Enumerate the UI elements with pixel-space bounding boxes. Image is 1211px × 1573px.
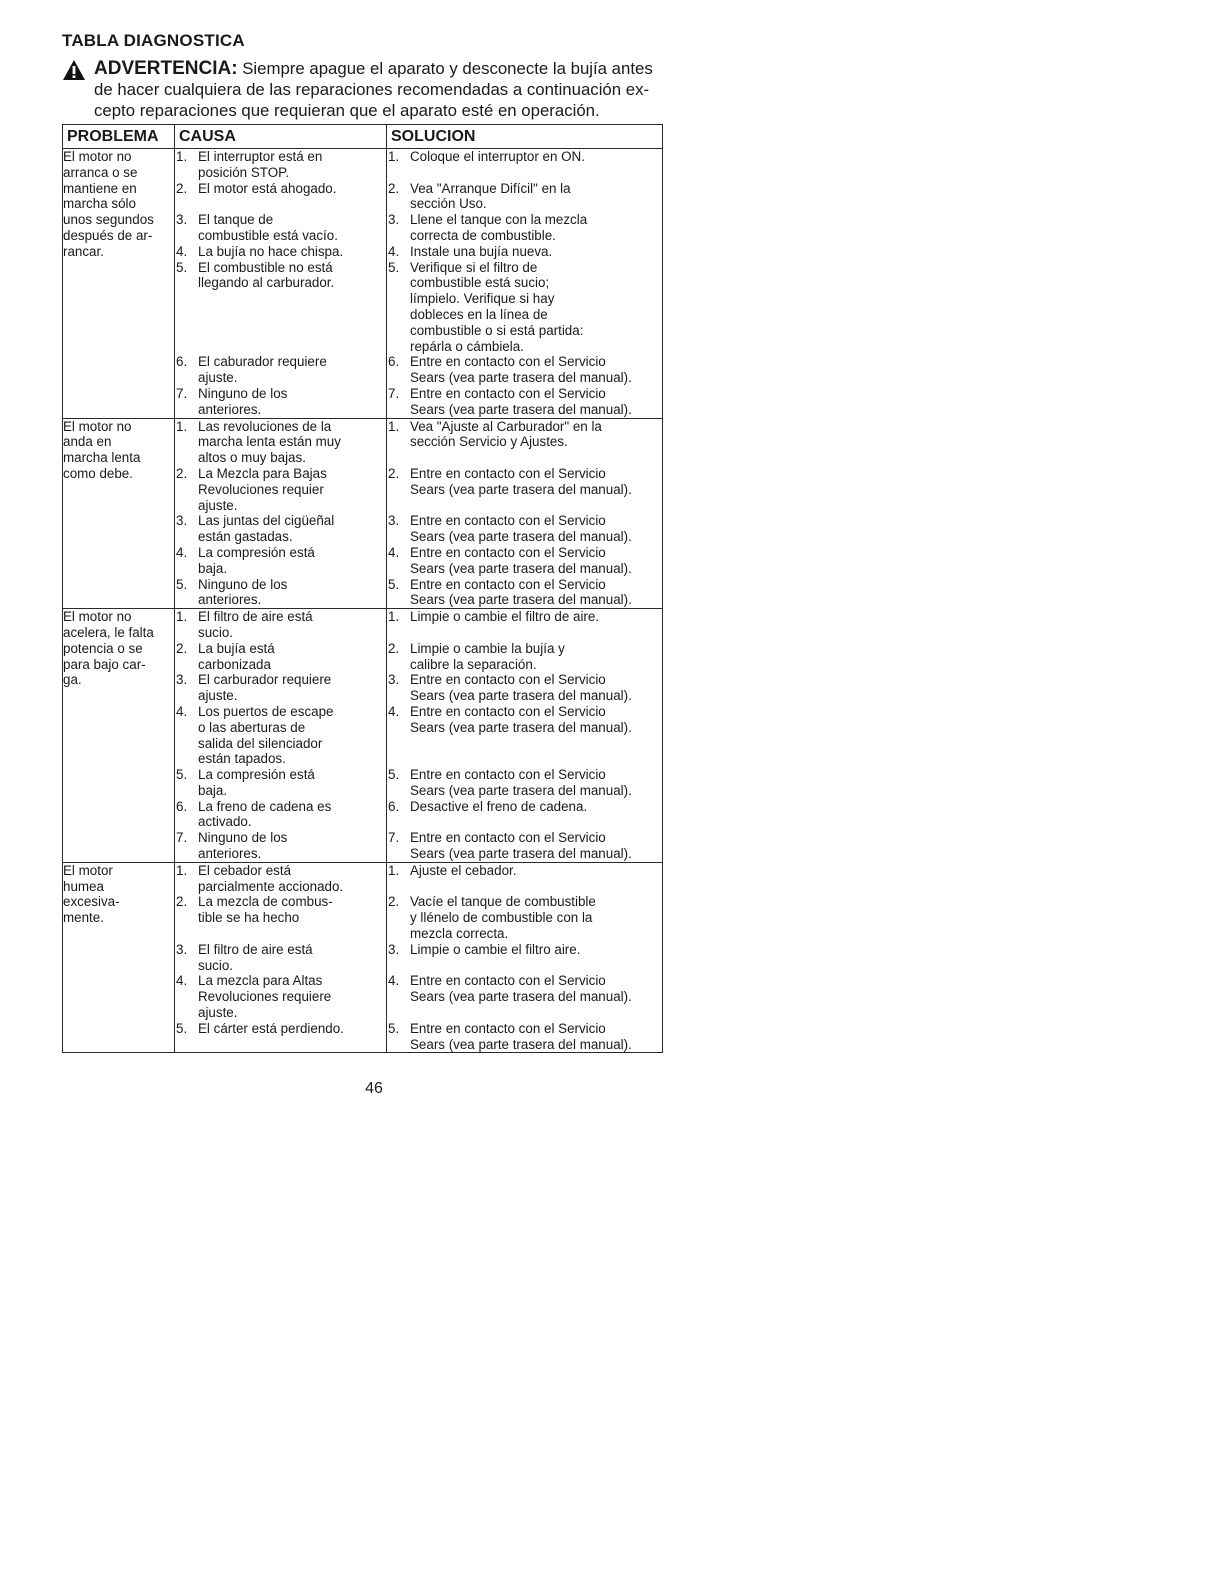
cause-item-text: [198, 942, 386, 974]
solution-item: [387, 830, 662, 862]
solution-item-text: [410, 609, 662, 641]
cause-item-number: 5.: [176, 767, 188, 783]
table-header-row: [63, 125, 663, 149]
cause-item: [175, 830, 386, 862]
solution-line: Vea "Arranque Difícil" en la: [410, 180, 571, 196]
solution-line: Ajuste el cebador.: [410, 862, 517, 878]
solution-line: Desactive el freno de cadena.: [410, 798, 588, 814]
cause-item-number: 2.: [176, 640, 188, 656]
solution-line: y llénelo de combustible con la: [410, 910, 593, 926]
cause-line: Revoluciones requier: [198, 481, 324, 497]
problem-line: anda en: [63, 434, 112, 450]
solution-item-text: [410, 545, 662, 577]
header-solution: SOLUCION: [387, 125, 663, 149]
cause-item-text: [198, 799, 386, 831]
cause-line: están tapados.: [198, 751, 286, 767]
solution-item-number: 3.: [388, 941, 400, 957]
page-title: TABLA DIAGNOSTICA: [62, 31, 245, 50]
cause-line: sucio.: [198, 624, 233, 640]
cause-item: [175, 419, 386, 466]
warning-line-1: Siempre apague el aparato y desconecte la bujía antes: [242, 59, 653, 78]
solution-line: Entre en contacto con el Servicio: [410, 513, 606, 529]
problem-line: acelera, le falta: [63, 624, 154, 640]
solution-line: mezcla correcta.: [410, 926, 509, 942]
problem-line: rancar.: [63, 243, 104, 259]
cause-line: La compresión está: [198, 767, 315, 783]
solution-item-number: 1.: [388, 862, 400, 878]
solution-item-text: [410, 181, 662, 213]
solution-item-text: [410, 830, 662, 862]
solution-line: Sears (vea parte trasera del manual).: [410, 989, 632, 1005]
cause-line: La compresión está: [198, 544, 315, 560]
solution-line: Limpie o cambie el filtro aire.: [410, 941, 581, 957]
problem-line: humea: [63, 878, 104, 894]
solution-item: [387, 260, 662, 355]
cause-item: [175, 466, 386, 513]
solution-item-number: 2.: [388, 465, 400, 481]
cause-item-number: 4.: [176, 703, 188, 719]
solution-item: [387, 181, 662, 213]
solution-item-text: [410, 244, 662, 260]
cause-line: El carburador requiere: [198, 672, 332, 688]
problem-line: mente.: [63, 910, 104, 926]
solution-item: [387, 799, 662, 831]
solution-line: Sears (vea parte trasera del manual).: [410, 1036, 632, 1052]
solution-item: [387, 641, 662, 673]
cause-item-number: 5.: [176, 1020, 188, 1036]
solution-line: Instale una bujía nueva.: [410, 243, 553, 259]
cause-item-text: [198, 641, 386, 673]
cause-item: [175, 973, 386, 1020]
cause-line: tible se ha hecho: [198, 910, 300, 926]
solution-item-number: 5.: [388, 259, 400, 275]
cause-line: salida del silenciador: [198, 735, 323, 751]
cause-item: [175, 212, 386, 244]
cause-line: marcha lenta están muy: [198, 434, 341, 450]
diagnostic-table: [62, 124, 663, 1053]
solution-cell: [387, 862, 663, 1053]
solution-line: Entre en contacto con el Servicio: [410, 465, 606, 481]
solution-line: calibre la separación.: [410, 656, 537, 672]
cause-line: Ninguno de los: [198, 576, 288, 592]
solution-item-text: [410, 894, 662, 941]
cause-line: El caburador requiere: [198, 354, 327, 370]
solution-line: Llene el tanque con la mezcla: [410, 212, 588, 228]
cause-item-number: 3.: [176, 672, 188, 688]
solution-item: [387, 704, 662, 767]
cause-item-text: [198, 1021, 386, 1053]
cause-item-number: 5.: [176, 576, 188, 592]
solution-item-number: 7.: [388, 830, 400, 846]
cause-line: El motor está ahogado.: [198, 180, 337, 196]
solution-item: [387, 577, 662, 609]
solution-line: Sears (vea parte trasera del manual).: [410, 592, 632, 608]
cause-line: El cárter está perdiendo.: [198, 1020, 344, 1036]
table-row: [63, 609, 663, 863]
solution-item-number: 3.: [388, 513, 400, 529]
cause-line: El filtro de aire está: [198, 941, 313, 957]
cause-item-number: 3.: [176, 941, 188, 957]
cause-line: El cebador está: [198, 862, 292, 878]
cause-item-number: 2.: [176, 894, 188, 910]
cause-item-text: [198, 513, 386, 545]
solution-line: Vacíe el tanque de combustible: [410, 894, 596, 910]
solution-line: Limpie o cambie el filtro de aire.: [410, 609, 600, 625]
problem-line: excesiva-: [63, 894, 120, 910]
solution-line: sección Uso.: [410, 196, 487, 212]
solution-item-text: [410, 577, 662, 609]
cause-item: [175, 767, 386, 799]
cause-item-text: [198, 354, 386, 386]
cause-line: posición STOP.: [198, 164, 290, 180]
cause-item: [175, 386, 386, 418]
solution-line: Sears (vea parte trasera del manual).: [410, 782, 632, 798]
warning-label: ADVERTENCIA:: [94, 58, 238, 79]
solution-item-number: 5.: [388, 767, 400, 783]
warning-notice: [62, 58, 662, 121]
problem-line: El motor no: [63, 149, 132, 164]
cause-line: baja.: [198, 560, 228, 576]
solution-item-number: 6.: [388, 798, 400, 814]
cause-item-number: 6.: [176, 354, 188, 370]
cause-item-text: [198, 609, 386, 641]
cause-item-text: [198, 386, 386, 418]
solution-item: [387, 212, 662, 244]
warning-first-line: [62, 58, 662, 79]
header-cause: CAUSA: [175, 125, 387, 149]
solution-item-text: [410, 973, 662, 1020]
solution-item: [387, 767, 662, 799]
cause-line: Ninguno de los: [198, 385, 288, 401]
cause-line: Las juntas del cigüeñal: [198, 513, 335, 529]
problem-line: arranca o se: [63, 164, 138, 180]
problem-line: El motor no: [63, 609, 132, 625]
cause-item-number: 5.: [176, 259, 188, 275]
solution-line: combustible o si está partida:: [410, 322, 584, 338]
solution-item: [387, 863, 662, 895]
cause-line: combustible está vacío.: [198, 227, 338, 243]
solution-line: Coloque el interruptor en ON.: [410, 149, 585, 164]
solution-item-number: 3.: [388, 672, 400, 688]
solution-item-number: 3.: [388, 212, 400, 228]
cause-item: [175, 1021, 386, 1053]
cause-line: La Mezcla para Bajas: [198, 465, 327, 481]
solution-item-number: 5.: [388, 576, 400, 592]
problem-line: marcha lenta: [63, 450, 141, 466]
solution-item-number: 7.: [388, 385, 400, 401]
cause-line: llegando al carburador.: [198, 275, 335, 291]
solution-line: Entre en contacto con el Servicio: [410, 830, 606, 846]
solution-line: Entre en contacto con el Servicio: [410, 385, 606, 401]
cause-item-text: [198, 149, 386, 181]
cause-item-text: [198, 244, 386, 260]
solution-line: Entre en contacto con el Servicio: [410, 703, 606, 719]
table-row: [63, 418, 663, 609]
solution-item-number: 4.: [388, 973, 400, 989]
cause-item-text: [198, 545, 386, 577]
cause-item: [175, 354, 386, 386]
problem-line: mantiene en: [63, 180, 137, 196]
solution-item-number: 1.: [388, 149, 400, 164]
solution-item-text: [410, 641, 662, 673]
solution-item-text: [410, 799, 662, 831]
solution-item: [387, 244, 662, 260]
cause-item-text: [198, 863, 386, 895]
solution-line: correcta de combustible.: [410, 227, 556, 243]
cause-line: sucio.: [198, 957, 233, 973]
cause-line: parcialmente accionado.: [198, 878, 344, 894]
cause-item-number: 1.: [176, 418, 188, 434]
solution-item: [387, 513, 662, 545]
warning-line-3: cepto reparaciones que requieran que el aparato esté en operación.: [94, 101, 600, 120]
problem-cell: [63, 609, 175, 863]
solution-item-text: [410, 513, 662, 545]
cause-line: Revoluciones requiere: [198, 989, 332, 1005]
cause-line: anteriores.: [198, 846, 262, 862]
cause-cell: [175, 609, 387, 863]
solution-item-number: 1.: [388, 609, 400, 625]
solution-line: Sears (vea parte trasera del manual).: [410, 529, 632, 545]
solution-item-number: 6.: [388, 354, 400, 370]
problem-cell: [63, 418, 175, 609]
cause-item-number: 7.: [176, 830, 188, 846]
solution-line: Verifique si el filtro de: [410, 259, 538, 275]
solution-item: [387, 386, 662, 418]
solution-item-text: [410, 212, 662, 244]
cause-item: [175, 149, 386, 181]
problem-line: como debe.: [63, 465, 133, 481]
warning-line-2: de hacer cualquiera de las reparaciones recomendadas a continuación ex-: [94, 80, 650, 99]
cause-item-number: 1.: [176, 609, 188, 625]
solution-item: [387, 973, 662, 1020]
problem-line: El motor no: [63, 418, 132, 434]
cause-item: [175, 942, 386, 974]
solution-item-number: 2.: [388, 180, 400, 196]
cause-line: carbonizada: [198, 656, 271, 672]
table-row: [63, 862, 663, 1053]
cause-line: La bujía está: [198, 640, 275, 656]
solution-line: Sears (vea parte trasera del manual).: [410, 846, 632, 862]
solution-item: [387, 354, 662, 386]
cause-item: [175, 545, 386, 577]
solution-item: [387, 419, 662, 466]
cause-item-text: [198, 466, 386, 513]
cause-item-text: [198, 830, 386, 862]
solution-line: repárla o cámbiela.: [410, 338, 524, 354]
cause-item: [175, 641, 386, 673]
solution-line: Entre en contacto con el Servicio: [410, 576, 606, 592]
cause-item-text: [198, 704, 386, 767]
solution-line: Limpie o cambie la bujía y: [410, 640, 565, 656]
cause-item-number: 4.: [176, 973, 188, 989]
solution-line: Sears (vea parte trasera del manual).: [410, 560, 632, 576]
cause-item: [175, 609, 386, 641]
solution-item-text: [410, 942, 662, 974]
solution-line: sección Servicio y Ajustes.: [410, 434, 568, 450]
solution-item-text: [410, 149, 662, 181]
problem-line: unos segundos: [63, 212, 154, 228]
cause-item-number: 4.: [176, 544, 188, 560]
cause-item: [175, 863, 386, 895]
solution-line: Entre en contacto con el Servicio: [410, 354, 606, 370]
solution-item: [387, 466, 662, 513]
solution-cell: [387, 609, 663, 863]
cause-line: ajuste.: [198, 370, 238, 386]
cause-line: La mezcla para Altas: [198, 973, 323, 989]
cause-line: El tanque de: [198, 212, 274, 228]
solution-line: Entre en contacto con el Servicio: [410, 1020, 606, 1036]
cause-item-text: [198, 672, 386, 704]
cause-line: ajuste.: [198, 1005, 238, 1021]
cause-line: altos o muy bajas.: [198, 450, 306, 466]
solution-item: [387, 149, 662, 181]
warning-triangle-icon: [62, 59, 86, 81]
page-number: 46: [365, 1080, 383, 1097]
cause-item-text: [198, 260, 386, 355]
cause-line: Las revoluciones de la: [198, 418, 332, 434]
cause-item-number: 1.: [176, 862, 188, 878]
solution-item: [387, 894, 662, 941]
cause-item-text: [198, 577, 386, 609]
solution-item-text: [410, 419, 662, 466]
problem-cell: [63, 862, 175, 1053]
header-problem: PROBLEMA: [63, 125, 175, 149]
cause-item-number: 4.: [176, 243, 188, 259]
table-body: [63, 149, 663, 1053]
cause-item: [175, 260, 386, 355]
cause-item-text: [198, 894, 386, 941]
solution-line: Entre en contacto con el Servicio: [410, 973, 606, 989]
problem-line: marcha sólo: [63, 196, 136, 212]
cause-line: baja.: [198, 782, 228, 798]
cause-line: o las aberturas de: [198, 719, 306, 735]
solution-line: combustible está sucio;: [410, 275, 550, 291]
cause-line: están gastadas.: [198, 529, 293, 545]
cause-item-number: 6.: [176, 798, 188, 814]
cause-item-number: 2.: [176, 180, 188, 196]
solution-cell: [387, 149, 663, 419]
cause-line: El filtro de aire está: [198, 609, 313, 625]
solution-line: Sears (vea parte trasera del manual).: [410, 370, 632, 386]
cause-item: [175, 513, 386, 545]
cause-item-text: [198, 212, 386, 244]
solution-item-text: [410, 466, 662, 513]
cause-item-text: [198, 419, 386, 466]
solution-item-text: [410, 260, 662, 355]
solution-item-text: [410, 386, 662, 418]
problem-cell: [63, 149, 175, 419]
solution-line: Sears (vea parte trasera del manual).: [410, 688, 632, 704]
cause-line: Ninguno de los: [198, 830, 288, 846]
solution-line: dobleces en la línea de: [410, 306, 548, 322]
solution-item-number: 4.: [388, 544, 400, 560]
cause-line: activado.: [198, 814, 252, 830]
cause-cell: [175, 418, 387, 609]
problem-line: ga.: [63, 672, 82, 688]
cause-item-number: 3.: [176, 212, 188, 228]
solution-line: Sears (vea parte trasera del manual).: [410, 401, 632, 417]
cause-item-number: 3.: [176, 513, 188, 529]
cause-line: Los puertos de escape: [198, 703, 334, 719]
solution-line: límpielo. Verifique si hay: [410, 291, 555, 307]
cause-line: ajuste.: [198, 688, 238, 704]
cause-cell: [175, 149, 387, 419]
cause-item: [175, 894, 386, 941]
solution-item-text: [410, 863, 662, 895]
solution-item-number: 5.: [388, 1020, 400, 1036]
solution-item-number: 4.: [388, 243, 400, 259]
cause-line: anteriores.: [198, 592, 262, 608]
cause-item-number: 7.: [176, 385, 188, 401]
cause-line: La freno de cadena es: [198, 798, 332, 814]
cause-item-text: [198, 181, 386, 213]
cause-line: ajuste.: [198, 497, 238, 513]
cause-item-number: 1.: [176, 149, 188, 164]
cause-item-text: [198, 767, 386, 799]
solution-item-text: [410, 672, 662, 704]
solution-line: Entre en contacto con el Servicio: [410, 767, 606, 783]
solution-item-number: 1.: [388, 418, 400, 434]
solution-item: [387, 942, 662, 974]
problem-line: para bajo car-: [63, 656, 146, 672]
cause-item: [175, 181, 386, 213]
cause-line: La mezcla de combus-: [198, 894, 333, 910]
cause-cell: [175, 862, 387, 1053]
solution-line: Entre en contacto con el Servicio: [410, 544, 606, 560]
solution-item: [387, 609, 662, 641]
cause-item-number: 2.: [176, 465, 188, 481]
table-row: [63, 149, 663, 419]
solution-item-number: 4.: [388, 703, 400, 719]
problem-line: potencia o se: [63, 640, 143, 656]
solution-item-number: 2.: [388, 894, 400, 910]
solution-item-text: [410, 767, 662, 799]
solution-item-text: [410, 1021, 662, 1053]
cause-item: [175, 799, 386, 831]
solution-item: [387, 1021, 662, 1053]
solution-cell: [387, 418, 663, 609]
solution-item-number: 2.: [388, 640, 400, 656]
cause-item-text: [198, 973, 386, 1020]
solution-item-text: [410, 704, 662, 767]
cause-line: anteriores.: [198, 401, 262, 417]
solution-line: Vea "Ajuste al Carburador" en la: [410, 418, 602, 434]
cause-line: El interruptor está en: [198, 149, 323, 164]
solution-line: Sears (vea parte trasera del manual).: [410, 719, 632, 735]
solution-line: Entre en contacto con el Servicio: [410, 672, 606, 688]
cause-item: [175, 577, 386, 609]
cause-item: [175, 244, 386, 260]
solution-item: [387, 545, 662, 577]
problem-line: después de ar-: [63, 227, 153, 243]
solution-item-text: [410, 354, 662, 386]
cause-line: La bujía no hace chispa.: [198, 243, 344, 259]
cause-line: El combustible no está: [198, 259, 333, 275]
solution-item: [387, 672, 662, 704]
solution-line: Sears (vea parte trasera del manual).: [410, 481, 632, 497]
problem-line: El motor: [63, 862, 113, 878]
cause-item: [175, 704, 386, 767]
cause-item: [175, 672, 386, 704]
